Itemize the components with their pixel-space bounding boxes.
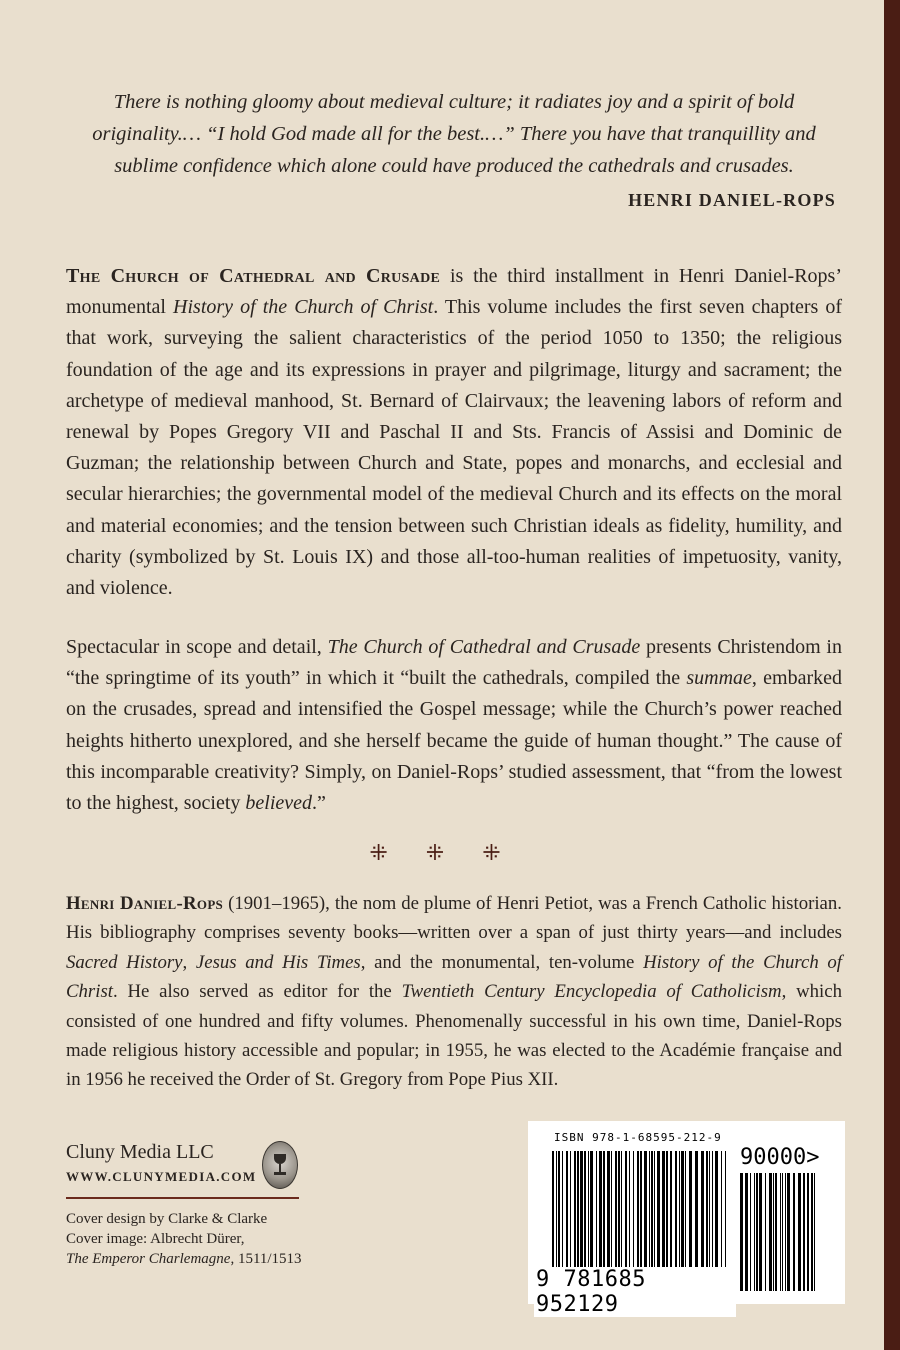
credit-design: Cover design by Clarke & Clarke (66, 1211, 268, 1227)
barcode-bar (782, 1173, 783, 1291)
italic-word: believed (245, 792, 313, 815)
work-title: History of the Church of Christ (66, 951, 843, 1003)
author-bio (66, 889, 842, 1095)
publisher-divider (66, 1197, 299, 1199)
isbn-digits: 9 781685 952129 (534, 1267, 736, 1317)
work-title: Sacred History (66, 951, 183, 973)
barcode-bar (759, 1173, 762, 1291)
credit-image-work (66, 1249, 302, 1269)
text-run: is the third installment in Henri Daniel-Rops’ monumental (66, 265, 842, 319)
barcode-bar (773, 1173, 774, 1291)
text-run: .” (312, 792, 326, 815)
barcode-bar (750, 1173, 751, 1291)
book-title-italic: The Church of Cathedral and Crusade (327, 636, 641, 658)
barcode-panel (528, 1121, 845, 1317)
barcode-bar (780, 1173, 781, 1291)
price-code: 90000> (740, 1145, 820, 1170)
series-title: History of the Church of Christ (173, 296, 434, 319)
chalice-seal-icon (262, 1141, 298, 1189)
barcode-bar (803, 1173, 805, 1291)
text-run: Spectacular in scope and detail, (66, 636, 328, 658)
text-run: . He also served as editor for the (112, 981, 402, 1003)
text-run: presents Christendom in “the springtime of its youth” in which it “built the cathedrals, compiled the (66, 636, 842, 690)
description-paragraph-1 (66, 261, 842, 604)
italic-word: summae (686, 667, 752, 690)
barcode-bar (769, 1173, 772, 1291)
text-run: , embarked on the crusades, spread and intensified the Gospel message; while the Church’s power reached heights hitherto unexplored, and she herself became the guide of human thought.” The cause of this incomparable creativity? Simply, on Daniel-Rops’ studied assessment, that “from the lowest to the highest, society (66, 667, 842, 815)
author-name: Henri Daniel-Rops (66, 893, 224, 914)
book-title: The Church of Cathedral and Crusade (66, 265, 441, 287)
barcode-bar (798, 1173, 801, 1291)
work-title: Jesus and His Times (195, 951, 361, 973)
barcode-bar (745, 1173, 748, 1291)
description-paragraph-2 (66, 632, 842, 819)
barcode-bar (740, 1173, 743, 1291)
barcode-bar (811, 1173, 813, 1291)
barcode-bar (793, 1173, 795, 1291)
credit-image-title: The Emperor Charlemagne (66, 1251, 231, 1267)
cover-credits (66, 1209, 302, 1269)
spine-edge (884, 0, 900, 1350)
barcode-bar (785, 1173, 786, 1291)
epigraph-attribution: HENRI DANIEL-ROPS (628, 190, 836, 210)
text-run: (1901–1965), the nom de plume of Henri Petiot, was a French Catholic historian. His bibliography comprises seventy books—written over a span of just thirty years—and includes (66, 893, 842, 944)
barcode-bar (787, 1173, 790, 1291)
publisher-url[interactable]: WWW.CLUNYMEDIA.COM (66, 1169, 257, 1184)
barcode-bar (814, 1173, 815, 1291)
isbn-label: ISBN 978-1-68595-212-9 (554, 1131, 722, 1144)
text-run: . This volume includes the first seven chapters of that work, surveying the salient characteristics of the period 1050 to 1350; the religious foundation of the age and its expressions in prayer and pilgrimage, liturgy and sacrament; the archetype of medieval manhood, St. Bernard of Clairvaux; the leavening labors of reform and renewal by Popes Gregory VII and Paschal II and Sts. Francis of Assisi and Dominic de Guzman; the relationship between Church and State, popes and monarchs, and ecclesial and secular hierarchies; the governmental model of the medieval Church and its effects on the moral and material economies; and the tension between such Christian ideals as fidelity, humility, and charity (symbolized by St. Louis IX) and those all-too-human realities of impetuosity, vanity, and violence. (66, 296, 842, 600)
credit-image-date: , 1511/1513 (230, 1251, 302, 1267)
publisher-name: Cluny Media LLC (66, 1141, 214, 1163)
ornament-divider: ⁜⁜⁜ (369, 840, 539, 865)
text-run: , which consisted of one hundred and fifty volumes. Phenomenally successful in his own time, Daniel-Rops made religious history accessible and popular; in 1955, he was elected to the Académie française and in 1956 he received the Order of St. Gregory from Pope Pius XII. (66, 981, 842, 1091)
barcode-bar (756, 1173, 758, 1291)
barcode-bar (775, 1173, 777, 1291)
work-title: Twentieth Century Encyclopedia of Catholicism (401, 981, 782, 1003)
barcode-bar (765, 1173, 766, 1291)
text-run: , and the monumental, ten-volume (360, 951, 644, 973)
credit-image-label: Cover image: Albrecht Dürer, (66, 1231, 245, 1247)
epigraph-quote: There is nothing gloomy about medieval culture; it radiates joy and a spirit of bold originality.… “I hold God made all for the best.…” There you have that tranquillity and sublime confidence which alone could have produced the cathedrals and crusades. (92, 91, 816, 177)
barcode-bar (754, 1173, 755, 1291)
text-run: , (182, 951, 196, 973)
price-barcode (740, 1173, 820, 1291)
barcode-bar (807, 1173, 809, 1291)
